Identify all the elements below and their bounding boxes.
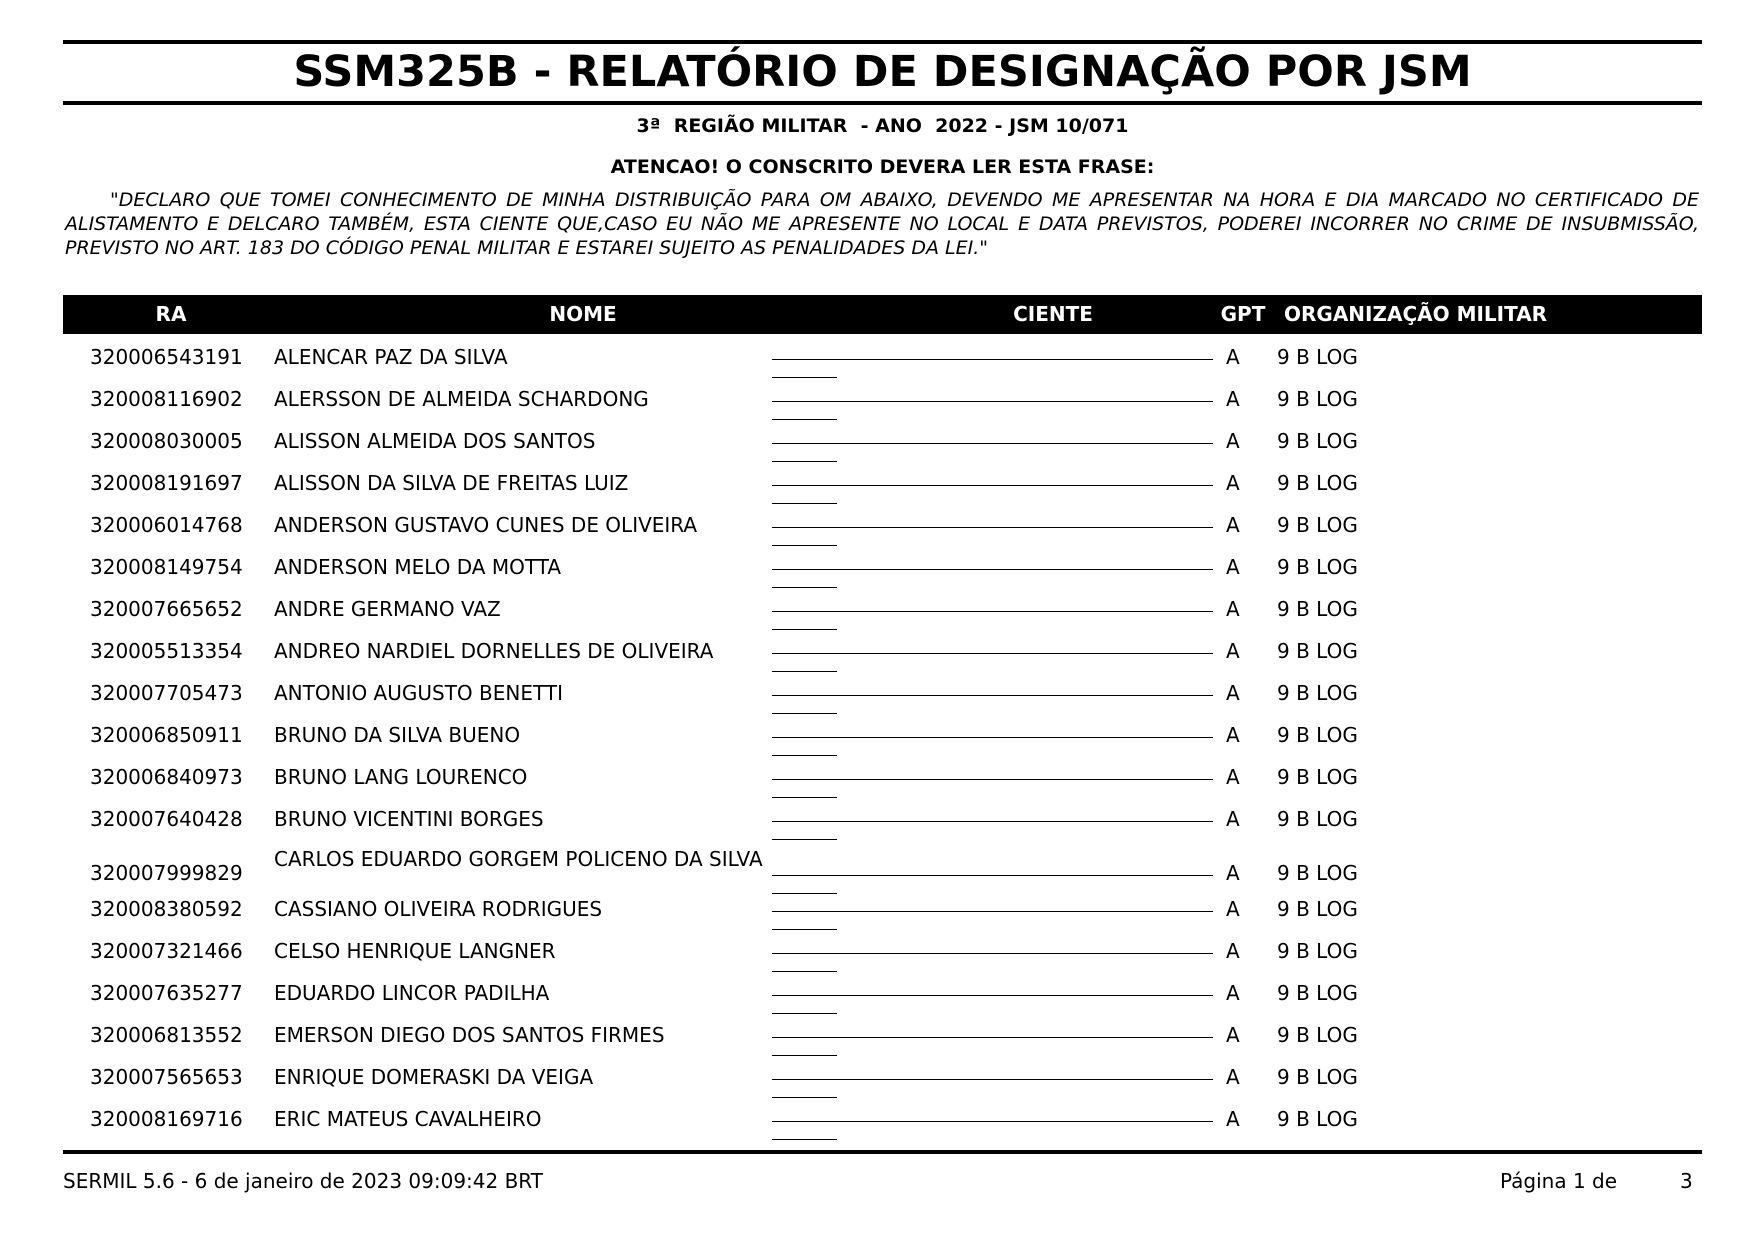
signature-line-continuation [772, 713, 837, 714]
cell-gpt: A [1226, 345, 1240, 369]
cell-gpt: A [1226, 861, 1240, 885]
cell-gpt: A [1226, 513, 1240, 537]
signature-line-continuation [772, 971, 837, 972]
cell-ra: 320005513354 [90, 639, 243, 663]
cell-organizacao-militar: 9 B LOG [1277, 471, 1358, 495]
signature-line-continuation [772, 1055, 837, 1056]
report-title: SSM325B - RELATÓRIO DE DESIGNAÇÃO POR JSM [293, 47, 1472, 97]
signature-line-continuation [772, 1097, 837, 1098]
cell-organizacao-militar: 9 B LOG [1277, 723, 1358, 747]
attention-heading: ATENCAO! O CONSCRITO DEVERA LER ESTA FRASE: [610, 156, 1155, 178]
signature-line-continuation [772, 755, 837, 756]
table-row [63, 555, 1702, 587]
cell-ra: 320008191697 [90, 471, 243, 495]
cell-organizacao-militar: 9 B LOG [1277, 681, 1358, 705]
cell-nome: BRUNO VICENTINI BORGES [274, 807, 544, 831]
signature-line [772, 401, 1213, 402]
signature-line-continuation [772, 629, 837, 630]
signature-line [772, 1121, 1213, 1122]
cell-nome: ALENCAR PAZ DA SILVA [274, 345, 508, 369]
table-row [63, 1107, 1702, 1139]
cell-ra: 320007665652 [90, 597, 243, 621]
table-row [63, 597, 1702, 629]
table-row [63, 429, 1702, 461]
table-row [63, 1023, 1702, 1055]
cell-organizacao-militar: 9 B LOG [1277, 765, 1358, 789]
signature-line [772, 443, 1213, 444]
page-label: Página 1 de [1500, 1169, 1618, 1193]
cell-nome: ALISSON DA SILVA DE FREITAS LUIZ [274, 471, 629, 495]
cell-organizacao-militar: 9 B LOG [1277, 639, 1358, 663]
cell-organizacao-militar: 9 B LOG [1277, 555, 1358, 579]
cell-organizacao-militar: 9 B LOG [1277, 429, 1358, 453]
cell-ra: 320008116902 [90, 387, 243, 411]
signature-line-continuation [772, 1139, 837, 1140]
cell-gpt: A [1226, 639, 1240, 663]
signature-line [772, 911, 1213, 912]
cell-ra: 320006813552 [90, 1023, 243, 1047]
table-row [63, 345, 1702, 377]
signature-line [772, 695, 1213, 696]
cell-ra: 320007321466 [90, 939, 243, 963]
report-subtitle: 3ª REGIÃO MILITAR - ANO 2022 - JSM 10/071 [636, 115, 1129, 137]
column-header-organizacao-militar: ORGANIZAÇÃO MILITAR [1284, 302, 1548, 326]
signature-line-continuation [772, 671, 837, 672]
cell-nome: BRUNO LANG LOURENCO [274, 765, 528, 789]
cell-gpt: A [1226, 555, 1240, 579]
cell-organizacao-militar: 9 B LOG [1277, 1107, 1358, 1131]
cell-ra: 320006543191 [90, 345, 243, 369]
table-row [63, 513, 1702, 545]
cell-gpt: A [1226, 897, 1240, 921]
cell-ra: 320008149754 [90, 555, 243, 579]
signature-line-continuation [772, 419, 837, 420]
table-row [63, 849, 1702, 897]
cell-nome: CASSIANO OLIVEIRA RODRIGUES [274, 897, 603, 921]
table-row [63, 939, 1702, 971]
cell-organizacao-militar: 9 B LOG [1277, 597, 1358, 621]
cell-ra: 320007640428 [90, 807, 243, 831]
table-row [63, 1065, 1702, 1097]
cell-gpt: A [1226, 939, 1240, 963]
page-total: 3 [1680, 1169, 1693, 1193]
cell-ra: 320007999829 [90, 861, 243, 885]
cell-organizacao-militar: 9 B LOG [1277, 387, 1358, 411]
signature-line [772, 1037, 1213, 1038]
signature-line [772, 779, 1213, 780]
table-row [63, 981, 1702, 1013]
cell-gpt: A [1226, 471, 1240, 495]
signature-line [772, 1079, 1213, 1080]
cell-gpt: A [1226, 429, 1240, 453]
cell-nome: CELSO HENRIQUE LANGNER [274, 939, 556, 963]
cell-nome: ANTONIO AUGUSTO BENETTI [274, 681, 563, 705]
signature-line [772, 611, 1213, 612]
cell-organizacao-militar: 9 B LOG [1277, 1065, 1358, 1089]
cell-organizacao-militar: 9 B LOG [1277, 1023, 1358, 1047]
table-row [63, 723, 1702, 755]
signature-line [772, 653, 1213, 654]
cell-gpt: A [1226, 1065, 1240, 1089]
signature-line [772, 737, 1213, 738]
signature-line-continuation [772, 503, 837, 504]
cell-nome: ALERSSON DE ALMEIDA SCHARDONG [274, 387, 649, 411]
table-row [63, 471, 1702, 503]
cell-nome: CARLOS EDUARDO GORGEM POLICENO DA SILVA [274, 847, 763, 871]
cell-gpt: A [1226, 723, 1240, 747]
cell-organizacao-militar: 9 B LOG [1277, 939, 1358, 963]
signature-line-continuation [772, 1013, 837, 1014]
table-row [63, 681, 1702, 713]
cell-ra: 320008030005 [90, 429, 243, 453]
cell-ra: 320008380592 [90, 897, 243, 921]
signature-line [772, 359, 1213, 360]
cell-gpt: A [1226, 597, 1240, 621]
cell-gpt: A [1226, 807, 1240, 831]
signature-line-continuation [772, 893, 837, 894]
declaration-text: "DECLARO QUE TOMEI CONHECIMENTO DE MINHA DISTRIBUIÇÃO PARA OM ABAIXO, DEVENDO ME APRESENTAR NA HORA E DIA MARCADO NO CERTIFICADO DE ALISTAMENTO E DELCARO TAMBÉM, ESTA CIENTE QUE,CASO EU NÃO ME APRESENTE NO LOCAL E DATA PREVISTOS, PODEREI INCORRER NO CRIME DE INSUBMISSÃO, PREVISTO NO ART. 183 DO CÓDIGO PENAL MILITAR E ESTAREI SUJEITO AS PENALIDADES DA LEI." [65, 189, 1699, 259]
table-row [63, 639, 1702, 671]
cell-nome: ANDRE GERMANO VAZ [274, 597, 501, 621]
cell-organizacao-militar: 9 B LOG [1277, 981, 1358, 1005]
cell-ra: 320006014768 [90, 513, 243, 537]
table-row [63, 807, 1702, 839]
signature-line-continuation [772, 377, 837, 378]
signature-line-continuation [772, 929, 837, 930]
cell-nome: ANDERSON GUSTAVO CUNES DE OLIVEIRA [274, 513, 698, 537]
signature-line-continuation [772, 461, 837, 462]
column-header-gpt: GPT [1220, 302, 1266, 326]
cell-organizacao-militar: 9 B LOG [1277, 897, 1358, 921]
signature-line [772, 569, 1213, 570]
cell-ra: 320006850911 [90, 723, 243, 747]
cell-ra: 320007705473 [90, 681, 243, 705]
signature-line [772, 821, 1213, 822]
footer-system-info: SERMIL 5.6 - 6 de janeiro de 2023 09:09:42 BRT [63, 1169, 543, 1193]
cell-organizacao-militar: 9 B LOG [1277, 861, 1358, 885]
cell-ra: 320007635277 [90, 981, 243, 1005]
signature-line [772, 875, 1213, 876]
cell-ra: 320007565653 [90, 1065, 243, 1089]
cell-gpt: A [1226, 765, 1240, 789]
table-row [63, 765, 1702, 797]
signature-line-continuation [772, 797, 837, 798]
cell-ra: 320008169716 [90, 1107, 243, 1131]
table-row [63, 387, 1702, 419]
cell-nome: BRUNO DA SILVA BUENO [274, 723, 521, 747]
cell-nome: ANDREO NARDIEL DORNELLES DE OLIVEIRA [274, 639, 714, 663]
signature-line-continuation [772, 839, 837, 840]
cell-gpt: A [1226, 981, 1240, 1005]
column-header-ciente: CIENTE [1013, 302, 1093, 326]
column-header-nome: NOME [549, 302, 617, 326]
signature-line [772, 953, 1213, 954]
cell-gpt: A [1226, 387, 1240, 411]
cell-gpt: A [1226, 1107, 1240, 1131]
cell-organizacao-militar: 9 B LOG [1277, 807, 1358, 831]
bottom-rule [63, 1150, 1702, 1154]
signature-line-continuation [772, 587, 837, 588]
cell-nome: ERIC MATEUS CAVALHEIRO [274, 1107, 542, 1131]
cell-ra: 320006840973 [90, 765, 243, 789]
signature-line [772, 527, 1213, 528]
table-row [63, 897, 1702, 929]
cell-nome: ALISSON ALMEIDA DOS SANTOS [274, 429, 596, 453]
cell-nome: ENRIQUE DOMERASKI DA VEIGA [274, 1065, 594, 1089]
cell-nome: EDUARDO LINCOR PADILHA [274, 981, 550, 1005]
cell-nome: ANDERSON MELO DA MOTTA [274, 555, 562, 579]
cell-organizacao-militar: 9 B LOG [1277, 345, 1358, 369]
column-header-ra: RA [155, 302, 187, 326]
cell-gpt: A [1226, 681, 1240, 705]
cell-nome: EMERSON DIEGO DOS SANTOS FIRMES [274, 1023, 665, 1047]
signature-line [772, 485, 1213, 486]
cell-gpt: A [1226, 1023, 1240, 1047]
signature-line [772, 995, 1213, 996]
cell-organizacao-militar: 9 B LOG [1277, 513, 1358, 537]
signature-line-continuation [772, 545, 837, 546]
